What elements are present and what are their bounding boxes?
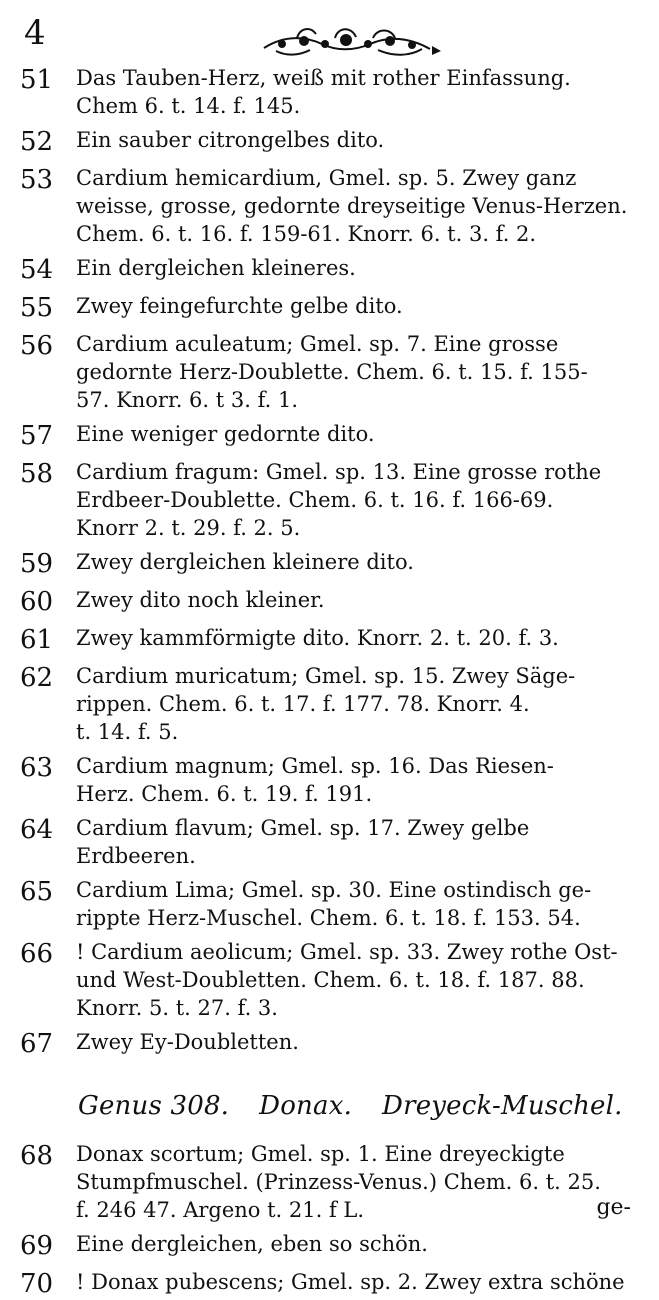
entry-line: Ein dergleichen kleineres. xyxy=(76,256,356,280)
entry-number: 55 xyxy=(20,293,54,323)
catalog-entry xyxy=(20,248,647,286)
catalog-entry xyxy=(20,542,647,580)
catalog-entry xyxy=(20,932,647,1022)
entry-number: 64 xyxy=(20,815,54,845)
genus-label: Genus 308. xyxy=(78,1091,230,1121)
entry-number: 51 xyxy=(20,65,54,95)
page-number: 4 xyxy=(24,13,46,53)
catchword: ge- xyxy=(596,1195,631,1220)
entry-line: gedornte Herz-Doublette. Chem. 6. t. 15. f. 155- xyxy=(76,360,588,384)
catalog-entry xyxy=(20,746,647,808)
entry-text xyxy=(76,1262,647,1296)
entry-text xyxy=(76,870,647,932)
catalog-entry xyxy=(20,870,647,932)
entry-number: 53 xyxy=(20,165,54,195)
catalog-entry xyxy=(20,414,647,452)
entry-line: Erdbeeren. xyxy=(76,844,196,868)
genus-german-name: Dreyeck-Muschel. xyxy=(382,1091,623,1121)
entry-text xyxy=(76,932,647,1022)
catalog-entry xyxy=(20,808,647,870)
entry-number: 68 xyxy=(20,1141,54,1171)
catalog-entry xyxy=(20,158,647,248)
entry-line: Cardium magnum; Gmel. sp. 16. Das Riesen- xyxy=(76,754,554,778)
entry-text xyxy=(76,1022,647,1056)
catalog-entry xyxy=(20,580,647,618)
entry-line: Chem. 6. t. 16. f. 159-61. Knorr. 6. t. 3. f. 2. xyxy=(76,222,537,246)
entry-number: 52 xyxy=(20,127,54,157)
entry-line: Knorr 2. t. 29. f. 2. 5. xyxy=(76,516,301,540)
entry-number: 66 xyxy=(20,939,54,969)
entry-text xyxy=(76,618,647,652)
entry-number: 57 xyxy=(20,421,54,451)
entry-line: Eine dergleichen, eben so schön. xyxy=(76,1232,428,1256)
catalog-entry xyxy=(20,286,647,324)
entry-number: 58 xyxy=(20,459,54,489)
entry-line: Zwey Ey-Doubletten. xyxy=(76,1030,299,1054)
entry-line: Cardium Lima; Gmel. sp. 30. Eine ostindisch ge- xyxy=(76,878,592,902)
entry-number: 70 xyxy=(20,1269,54,1299)
genus-heading xyxy=(20,1060,647,1134)
entry-number: 61 xyxy=(20,625,54,655)
entry-text xyxy=(76,324,647,414)
entry-line: Cardium muricatum; Gmel. sp. 15. Zwey Säge- xyxy=(76,664,576,688)
entry-text xyxy=(76,542,647,576)
entry-line: rippte Herz-Muschel. Chem. 6. t. 18. f. 153. 54. xyxy=(76,906,581,930)
entries-before-genus xyxy=(20,58,647,1060)
catalog-entries xyxy=(20,58,647,1300)
catalog-entry xyxy=(20,1022,647,1060)
catalog-entry xyxy=(20,1134,647,1224)
entry-number: 69 xyxy=(20,1231,54,1261)
entry-line: Chem 6. t. 14. f. 145. xyxy=(76,94,301,118)
entry-number: 56 xyxy=(20,331,54,361)
entry-line: Erdbeer-Doublette. Chem. 6. t. 16. f. 166-69. xyxy=(76,488,554,512)
entry-line: Das Tauben-Herz, weiß mit rother Einfassung. xyxy=(76,66,571,90)
entry-line: und West-Doubletten. Chem. 6. t. 18. f. 187. 88. xyxy=(76,968,585,992)
entry-text xyxy=(76,746,647,808)
entry-number: 60 xyxy=(20,587,54,617)
entry-text xyxy=(76,286,647,320)
catalog-entry xyxy=(20,618,647,656)
entry-line: Cardium fragum: Gmel. sp. 13. Eine grosse rothe xyxy=(76,460,602,484)
catalog-entry xyxy=(20,1224,647,1262)
entry-line: Cardium hemicardium, Gmel. sp. 5. Zwey ganz xyxy=(76,166,577,190)
entry-line: Stumpfmuschel. (Prinzess-Venus.) Chem. 6. t. 25. xyxy=(76,1170,601,1194)
entry-line: ! Cardium aeolicum; Gmel. sp. 33. Zwey rothe Ost- xyxy=(76,940,618,964)
entry-text xyxy=(76,1134,647,1224)
entry-line: Zwey dergleichen kleinere dito. xyxy=(76,550,414,574)
catalog-entry xyxy=(20,452,647,542)
entry-text xyxy=(76,414,647,448)
entry-number: 59 xyxy=(20,549,54,579)
entry-line: Ein sauber citrongelbes dito. xyxy=(76,128,385,152)
entry-line: Cardium aculeatum; Gmel. sp. 7. Eine grosse xyxy=(76,332,559,356)
entry-line: weisse, grosse, gedornte dreyseitige Venus-Herzen. xyxy=(76,194,628,218)
entry-text xyxy=(76,656,647,746)
entry-line: Zwey dito noch kleiner. xyxy=(76,588,325,612)
entry-line: Herz. Chem. 6. t. 19. f. 191. xyxy=(76,782,373,806)
entry-text xyxy=(76,580,647,614)
catalog-entry xyxy=(20,120,647,158)
catalog-entry xyxy=(20,1262,647,1300)
entry-line: Eine weniger gedornte dito. xyxy=(76,422,375,446)
entry-text xyxy=(76,58,647,120)
entry-text xyxy=(76,808,647,870)
entry-line: Donax scortum; Gmel. sp. 1. Eine dreyeckigte xyxy=(76,1142,565,1166)
entry-number: 54 xyxy=(20,255,54,285)
entry-text xyxy=(76,158,647,248)
genus-name: Donax. xyxy=(259,1091,353,1121)
entry-text xyxy=(76,120,647,154)
entry-text xyxy=(76,1224,647,1258)
entry-number: 63 xyxy=(20,753,54,783)
entry-number: 65 xyxy=(20,877,54,907)
entry-line: 57. Knorr. 6. t 3. f. 1. xyxy=(76,388,298,412)
entry-line: rippen. Chem. 6. t. 17. f. 177. 78. Knorr. 4. xyxy=(76,692,530,716)
entry-text xyxy=(76,452,647,542)
entry-number: 67 xyxy=(20,1029,54,1059)
entry-text xyxy=(76,248,647,282)
catalog-entry xyxy=(20,324,647,414)
entry-line: t. 14. f. 5. xyxy=(76,720,179,744)
entry-line: Cardium flavum; Gmel. sp. 17. Zwey gelbe xyxy=(76,816,530,840)
entry-line: Zwey feingefurchte gelbe dito. xyxy=(76,294,403,318)
entry-line: ! Donax pubescens; Gmel. sp. 2. Zwey extra schöne xyxy=(76,1270,625,1294)
entry-line: Knorr. 5. t. 27. f. 3. xyxy=(76,996,278,1020)
entries-after-genus xyxy=(20,1134,647,1300)
entry-line: Zwey kammförmigte dito. Knorr. 2. t. 20. f. 3. xyxy=(76,626,559,650)
entry-number: 62 xyxy=(20,663,54,693)
entry-line: f. 246 47. Argeno t. 21. f L. xyxy=(76,1198,365,1222)
catalog-entry xyxy=(20,656,647,746)
catalog-entry xyxy=(20,58,647,120)
